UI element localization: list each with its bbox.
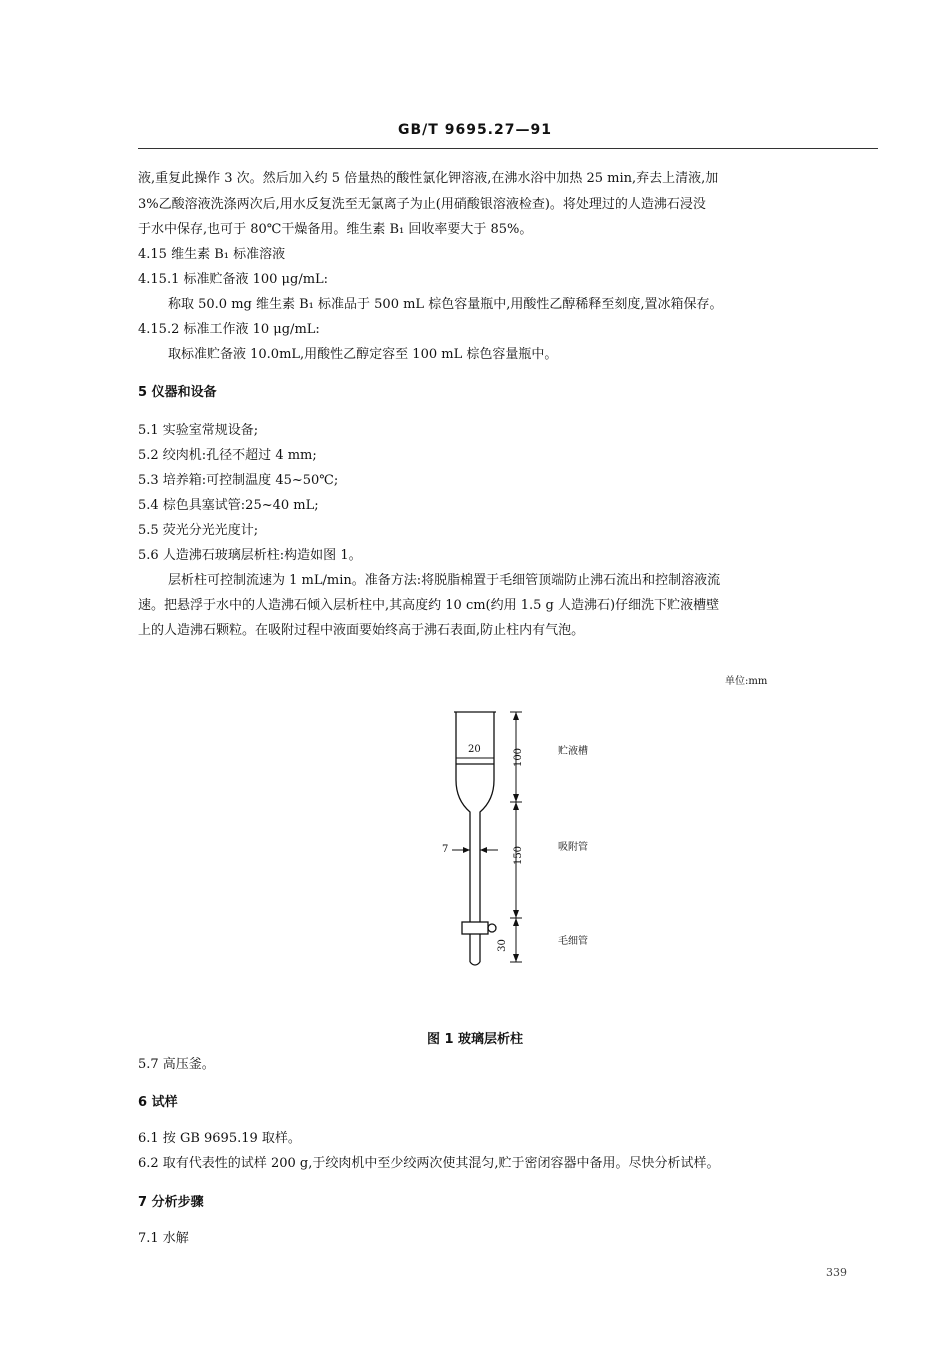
- item-6-2: 6.2 取有代表性的试样 200 g,于绞肉机中至少绞两次使其混匀,贮于密闭容器中备用。尽快分析试样。: [138, 1156, 720, 1171]
- item-6-1: 6.1 按 GB 9695.19 取样。: [138, 1131, 301, 1146]
- adsorption-tube-label: 吸附管: [558, 842, 588, 853]
- figure-caption: 图 1 玻璃层析柱: [426, 1032, 524, 1047]
- dim-20-label: 20: [468, 744, 481, 755]
- body-line-3: 于水中保存,也可于 80℃干燥备用。维生素 B₁ 回收率要大于 85%。: [138, 222, 533, 237]
- section-4-15: 4.15 维生素 B₁ 标准溶液: [138, 247, 286, 262]
- body-line-1: 液,重复此操作 3 次。然后加入约 5 倍量热的酸性氯化钾溶液,在沸水浴中加热 25 min,弃去上清液,加: [138, 171, 719, 186]
- body-line-2: 3%乙酸溶液洗涤两次后,用水反复洗至无氯离子为止(用硝酸银溶液检查)。将处理过的人造沸石浸没: [138, 197, 706, 212]
- chromatography-column-figure: [430, 700, 670, 980]
- item-5-1: 5.1 实验室常规设备;: [138, 423, 259, 438]
- standard-code-header: GB/T 9695.27—91: [398, 122, 552, 138]
- figure-unit-label: 单位:mm: [725, 676, 768, 687]
- item-5-5: 5.5 荧光分光光度计;: [138, 523, 259, 538]
- section-4-15-2: 4.15.2 标准工作液 10 μg/mL:: [138, 322, 320, 337]
- reservoir-label: 贮液槽: [558, 746, 588, 757]
- para-5-6-line-1: 层析柱可控制流速为 1 mL/min。准备方法:将脱脂棉置于毛细管顶端防止沸石流出和控制溶液流: [168, 573, 721, 588]
- dim-7-label: 7: [442, 844, 449, 855]
- item-5-2: 5.2 绞肉机:孔径不超过 4 mm;: [138, 448, 317, 463]
- column-drawing: [430, 700, 670, 980]
- item-5-4: 5.4 棕色具塞试管:25~40 mL;: [138, 498, 319, 513]
- section-6-title: 6 试样: [138, 1095, 178, 1110]
- para-5-6-line-2: 速。把悬浮于水中的人造沸石倾入层析柱中,其高度约 10 cm(约用 1.5 g 人造沸石)仔细洗下贮液槽壁: [138, 598, 720, 613]
- section-7-title: 7 分析步骤: [138, 1195, 204, 1210]
- para-5-6-line-3: 上的人造沸石颗粒。在吸附过程中液面要始终高于沸石表面,防止柱内有气泡。: [138, 623, 585, 638]
- section-4-15-1: 4.15.1 标准贮备液 100 μg/mL:: [138, 272, 329, 287]
- dim-100-label: 100: [513, 747, 525, 768]
- section-7-1: 7.1 水解: [138, 1231, 189, 1246]
- dim-30-label: 30: [496, 939, 508, 952]
- item-5-7: 5.7 高压釜。: [138, 1057, 215, 1072]
- page-number: 339: [826, 1266, 847, 1279]
- dim-150-label: 150: [513, 845, 525, 866]
- item-5-3: 5.3 培养箱:可控制温度 45~50℃;: [138, 473, 339, 488]
- section-4-15-1-text: 称取 50.0 mg 维生素 B₁ 标准品于 500 mL 棕色容量瓶中,用酸性乙醇稀释至刻度,置冰箱保存。: [168, 297, 723, 312]
- item-5-6: 5.6 人造沸石玻璃层析柱:构造如图 1。: [138, 548, 362, 563]
- capillary-label: 毛细管: [558, 936, 588, 947]
- header-rule: [138, 148, 878, 149]
- section-5-title: 5 仪器和设备: [138, 385, 217, 400]
- section-4-15-2-text: 取标准贮备液 10.0mL,用酸性乙醇定容至 100 mL 棕色容量瓶中。: [168, 347, 558, 362]
